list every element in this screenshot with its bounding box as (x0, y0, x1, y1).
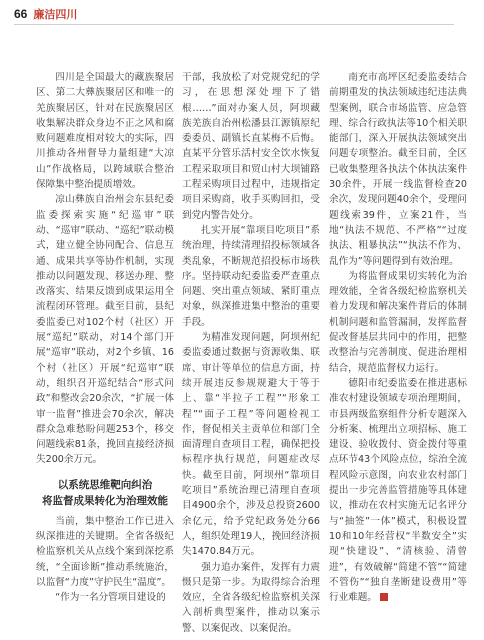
end-mark-icon (380, 593, 388, 601)
paragraph: 为将监督成果切实转化为治理效能，全省各级纪检监察机关着力发现和解决案件背后的体制机制问题和监管漏洞，发挥监督促改督基层共同中的作用，把整改整治与完善制度、促进治理相结合，规范监督权力运行。 (329, 270, 467, 374)
paragraph: 凉山彝族自治州会东县纪委监委探索实施“纪巡审”联动、“巡审”联动、“巡纪”联动模式，建立健全协同配合、信息互通、成果共享等协作机制，实现推动以问题发现、移送办理、整改落实、结果反馈到成果运用全流程闭环管理。截至目前，县纪委监委已对102个村（社区）开展“巡纪”联动，对14个部门开展“巡审”联动，对2个乡镇、16个村（社区）开展“纪巡审”联动，组织召开巡纪结合“形式问政”和整改会20余次，“扩展一体审一监督”推进会70余次，解决群众急难愁盼问题253个，移交问题线索81条，挽回直接经济损失200余万元。 (36, 194, 174, 466)
subheading-line-1: 以系统思维靶向纠治 (57, 478, 153, 491)
paragraph: “作为一名分管项目建设的 (55, 592, 166, 604)
paragraph: 干部，我放松了对党规党纪的学习，在思想深处埋下了错根……”面对办案人员，阿坝藏族羌族自治州松潘县江源镇原纪委委员、副镇长直某梅不后悔。直某平分管乐活村安全饮水恢复工程采取项目和贸山村大坝铺路工程采购项目过程中，违规指定项目采购商，收手买购回扣，受到党内警告处分。 (182, 72, 320, 221)
subheading (36, 477, 174, 509)
paragraph: 扎实开展“靠项目吃项目”系统治理，持续清理招投标领域各类乱象，不断规范招投标市场秩序。坚持联动纪委监委严查重点问题、突出重点领域、紧盯重点对象，纵深推进集中整治的重要手段。 (182, 224, 320, 328)
paragraph: 四川是全国最大的藏族聚居区、第二大彝族聚居区和唯一的羌族聚居区，针对在民族聚居区收集解决群众身边不正之风和腐败问题难度相对较大的实际，四川推动各州督导力量组建“大凉山”作战格局，以跨域联合整治保障集中整治提质增效。 (36, 72, 174, 191)
section-title: 廉洁四川 (33, 8, 78, 21)
header-divider (14, 24, 454, 25)
paragraph: 当前，集中整治工作已进入纵深推进的关键期。全省各级纪检监察机关从点线个案到深挖系统，“全面诊断”推动系统施治，以监督“力度”守护民生“温度”。 (36, 515, 174, 588)
subheading-line-2: 将监督成果转化为治理效能 (42, 494, 168, 507)
column-1 (36, 70, 174, 606)
paragraph: 强力追办案件，发挥有力震慑只是第一步。为取得综合治理效应，全省各级纪检监察机关深入剖析典型案件，推动以案示警、以案促改、以案促治。 (182, 561, 320, 634)
page-number: 66 (14, 7, 28, 21)
paragraph-text: 德阳市纪委监委在推进惠标准农村建设领域专项治理期间，市县两级监察组件分析专题深入分析案、梳理出立项招标、施工建设、验收拨付、资金拨付等重点环节43个风险点位，综治全流程风险示意图，向农业农村部门提出一步完善监管措施等具体建议，推动在农村实施无记名评分与“抽签”一体”模式，积极设置10和10年经营权“半数安全”实现“快建设”、“清核验、清曾进”，有效破解“简建不管”“简建不管伤”“独自垄断建设费用”等行业难题。 (329, 377, 467, 604)
column-2 (182, 70, 320, 636)
paragraph: 南充市高坪区纪委监委结合前期重发的执法领域违纪违法典型案例，联合市场监管、应急管理、综合行政执法等10个相关职能部门，深入开展执法领域突出问题专项整治。截至目前，全区已收集整理各执法个体执法案件30余件，开展一线监督检查20余次，发现问题40余个，受理问题线索39件，立案21件，当地“执法不规范、不严格”“过度执法、粗暴执法”“执法不作为、乱作为”等问题得到有效治理。 (329, 72, 467, 267)
paragraph: 为精准发现问题，阿坝州纪委监委通过数据与资源收集、联席、审计等单位的信息方面，持续开展违反参规规避大于等于上、靠“半拉子工程”“形象工程”“面子工程”等问题检视工作，督促相关主责单位和部门全面清理自查项目工程，确保把投标程序执行规范，问题症改尽快。截至目前，阿坝州“靠项目吃项目”系统治理已清理自查项目4900余个，涉及总投资2600余亿元，给予党纪政务处分66人，组织处理19人，挽回经济损失1470.84万元。 (182, 332, 320, 558)
column-3 (329, 70, 467, 605)
page-header (14, 6, 77, 22)
paragraph (329, 376, 467, 605)
